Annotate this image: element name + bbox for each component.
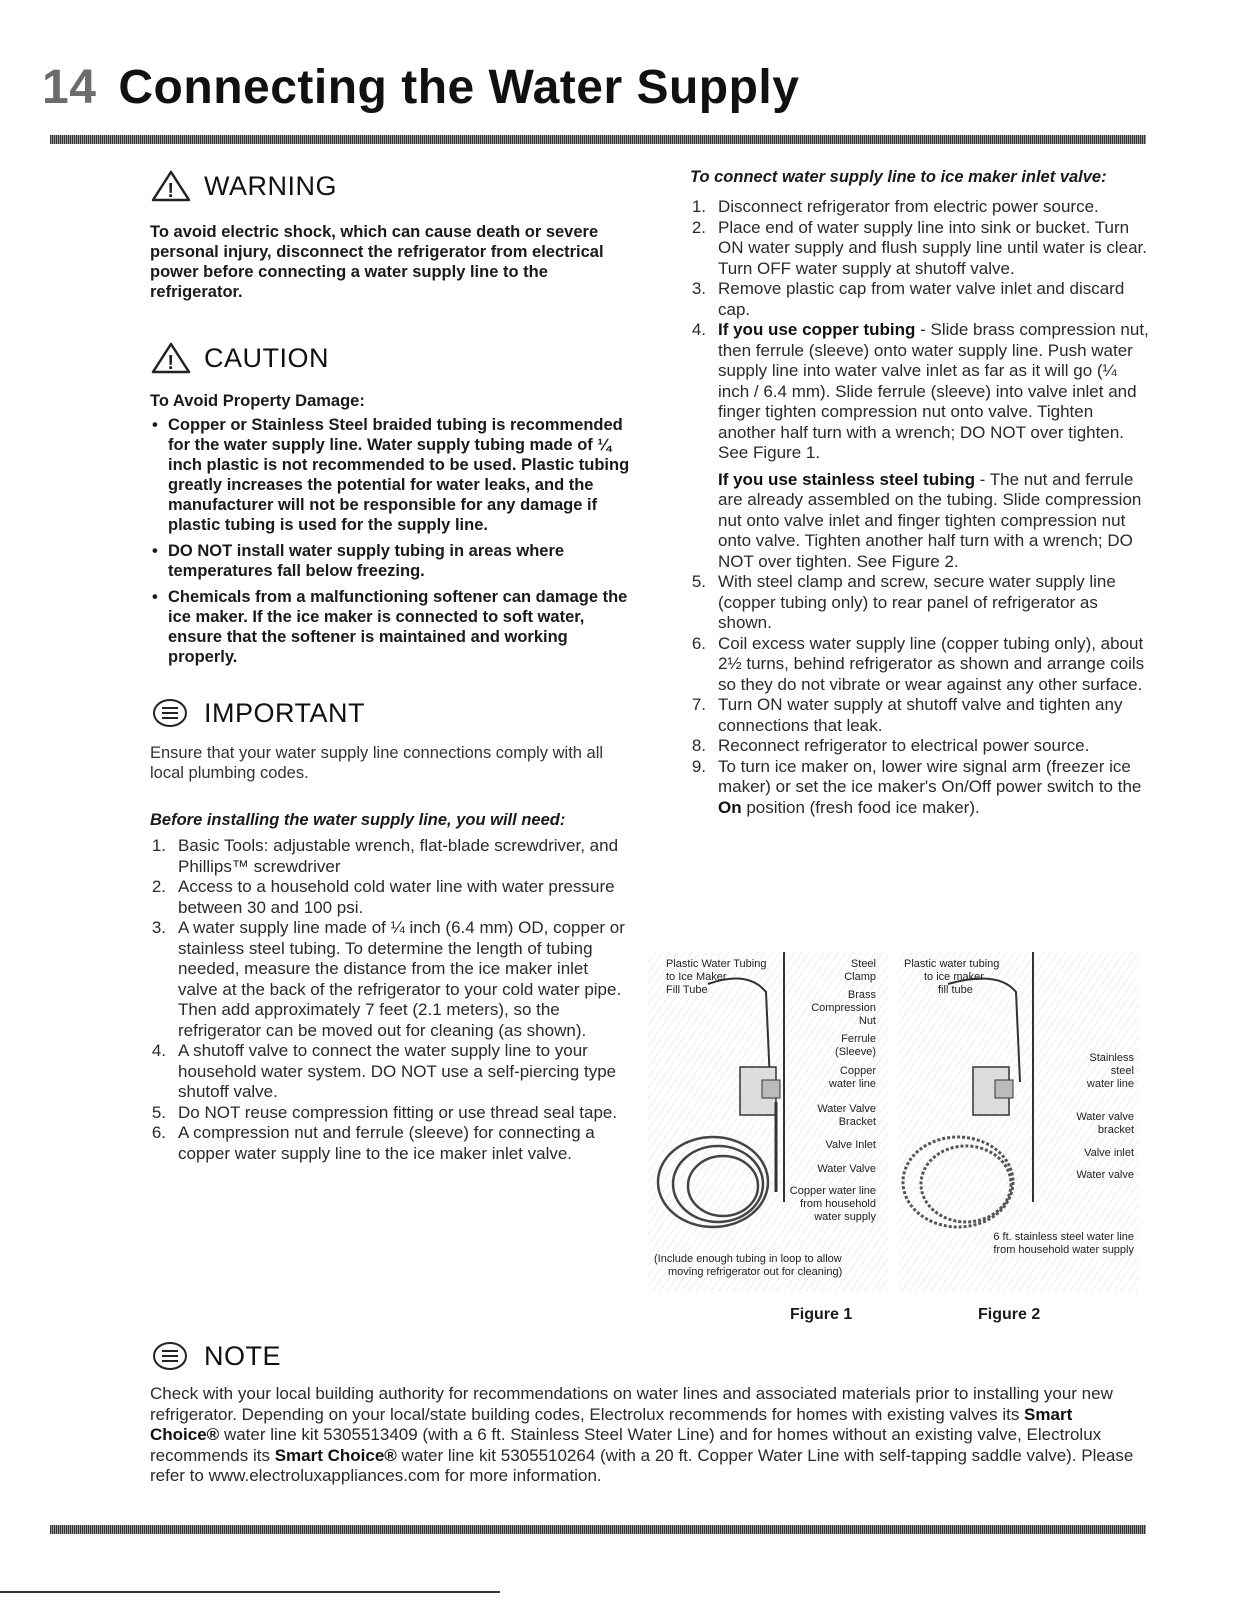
note-title: NOTE [204,1340,282,1371]
fig1-label: Ferrule [841,1033,876,1045]
fig2-label: 6 ft. stainless steel water line [993,1231,1134,1243]
fig1-label: Bracket [838,1116,876,1128]
caution-triangle-icon [150,342,192,374]
fig1-label: Water Valve [817,1103,876,1115]
footer-line [0,1591,500,1593]
connect-heading: To connect water supply line to ice maker inlet valve: [690,168,1107,186]
fig1-label: Nut [858,1015,876,1027]
fig1-label: Valve Inlet [825,1139,876,1151]
fig1-label: Fill Tube [666,984,708,996]
caution-heading [150,342,630,374]
list-item: 5. With steel clamp and screw, secure water supply line (copper tubing only) to rear panel of refrigerator as shown. [691,572,1116,632]
note-block [150,1340,1140,1487]
left-column [150,170,630,1164]
list-item: 3. A water supply line made of ¼ inch (6.4 mm) OD, copper or stainless steel tubing. To determine the length of tubing needed, measure the distance from the ice maker inlet valve at the back of the refrigerator to your cold water pipe. Then add approximately 7 feet (2.1 meters), so the refrigerator can be moved out for cleaning (as shown). [151,918,625,1040]
caution-subtitle: To Avoid Property Damage: [150,392,365,410]
page-title [42,60,799,115]
header-divider [50,135,1146,144]
svg-text:!: ! [167,352,175,374]
caution-item: • DO NOT install water supply tubing in areas where temperatures fall below freezing. [150,541,630,581]
page-title-text: Connecting the Water Supply [118,61,800,114]
warning-text: To avoid electric shock, which can cause death or severe personal injury, disconnect the refrigerator from electrical power before connecting a water supply line to the refrigerator. [150,223,604,301]
important-heading [150,697,630,729]
list-item: 2. Access to a household cold water line with water pressure between 30 and 100 psi. [151,877,615,917]
note-heading [150,1340,1140,1372]
list-item: 4. If you use copper tubing - Slide brass compression nut, then ferrule (sleeve) onto water supply line. Push water supply line into water valve inlet as far as it will go (¼ inch / 6.4 mm). Slide ferrule (sleeve) into valve inlet and finger tighten compression nut onto valve. Tighten another half turn with a wrench; DO NOT over tighten. See Figure 1. If you use stainless steel tubing - The nut and ferrule are already assembled on the tubing. Slide compression nut onto valve inlet and finger tighten compression nut onto valve. Tighten another half turn with a wrench; DO NOT over tighten. See Figure 2. [691,320,1149,571]
fig1-label: moving refrigerator out for cleaning) [668,1266,843,1278]
caution-item: • Chemicals from a malfunctioning softener can damage the ice maker. If the ice maker is connected to soft water, ensure that the softener is maintained and working properly. [150,587,630,667]
fig2-label: Stainless [1089,1052,1134,1064]
fig1-label: Copper water line [789,1185,876,1197]
before-heading: Before installing the water supply line, you will need: [150,811,566,829]
fig1-label: water line [828,1078,876,1090]
figure-2-caption: Figure 2 [978,1306,1041,1323]
svg-text:!: ! [167,180,175,202]
fig2-label: to ice maker [924,971,984,983]
warning-heading [150,170,630,202]
fig1-label: Water Valve [817,1163,876,1175]
fig1-label: (Include enough tubing in loop to allow [654,1253,842,1265]
caution-item: • Copper or Stainless Steel braided tubing is recommended for the water supply line. Water supply tubing made of ¼ inch plastic is not recommended to be used. Plastic tubing greatly increases the potential for water leaks, and the manufacturer will not be responsible for any damage if plastic tubing is used for the supply line. [150,415,630,535]
fig1-label: to Ice Maker [666,971,727,983]
fig2-label: bracket [1097,1124,1134,1136]
list-item: 5. Do NOT reuse compression fitting or use thread seal tape. [151,1102,618,1122]
fig1-label: Plastic Water Tubing [666,958,767,970]
note-text: Check with your local building authority for recommendations on water lines and associated materials prior to installing your new refrigerator. Depending on your local/state building codes, Electrolux recommends for homes with existing valves its Smart Choice® water line kit 5305513409 (with a 6 ft. Stainless Steel Water Line) and for homes without an existing valve, Electrolux recommends its Smart Choice® water line kit 5305510264 (with a 20 ft. Copper Water Line with self-tapping saddle valve). Please refer to www.electroluxappliances.com for more information. [150,1384,1134,1485]
warning-triangle-icon [150,170,192,202]
fig1-label: from household [800,1198,876,1210]
figure-1-caption: Figure 1 [790,1306,853,1323]
note-icon [150,1340,192,1372]
page-number: 14 [42,61,97,114]
fig1-label: Clamp [844,971,876,983]
list-item: 1. Basic Tools: adjustable wrench, flat-blade screwdriver, and Phillips™ screwdriver [151,836,619,876]
warning-title: WARNING [204,170,337,201]
installation-figures [648,952,1138,1292]
fig2-label: Water valve [1076,1169,1134,1181]
note-icon [150,697,192,729]
before-steps [150,836,630,1164]
fig1-label: Steel [850,958,876,970]
fig1-label: Compression [811,1002,876,1014]
fig2-label: fill tube [938,984,973,996]
list-item: 9. To turn ice maker on, lower wire signal arm (freezer ice maker) or set the ice maker's On/Off power switch to the On position (fresh food ice maker). [691,756,1142,817]
fig2-label: steel [1110,1065,1134,1077]
fig2-label: from household water supply [993,1244,1134,1256]
list-item: 1. Disconnect refrigerator from electric power source. [691,197,1099,216]
fig1-label: water supply [814,1211,876,1223]
connect-steps [690,197,1150,818]
caution-list [150,415,630,667]
list-item: 8. Reconnect refrigerator to electrical power source. [691,736,1090,755]
list-item: 6. A compression nut and ferrule (sleeve) for connecting a copper water supply line to the ice maker inlet valve. [151,1123,595,1163]
list-item: 7. Turn ON water supply at shutoff valve and tighten any connections that leak. [691,695,1123,735]
fig1-label: (Sleeve) [835,1046,876,1058]
list-item: 4. A shutoff valve to connect the water supply line to your household water system. DO NOT use a self-piercing type shutoff valve. [151,1041,617,1101]
fig1-label: Copper [839,1065,876,1077]
important-text: Ensure that your water supply line connections comply with all local plumbing codes. [150,744,604,782]
important-title: IMPORTANT [204,697,366,728]
fig2-label: Valve inlet [1084,1147,1134,1159]
fig2-label: Water valve [1076,1111,1134,1123]
fig1-label: Brass [847,989,876,1001]
right-column [690,168,1150,818]
fig2-label: Plastic water tubing [904,958,1000,970]
list-item: 2. Place end of water supply line into sink or bucket. Turn ON water supply and flush supply line until water is clear. Turn OFF water supply at shutoff valve. [691,217,1147,278]
fig2-label: water line [1086,1078,1134,1090]
caution-title: CAUTION [204,342,329,373]
footer-divider [50,1525,1146,1534]
list-item: 6. Coil excess water supply line (copper tubing only), about 2½ turns, behind refrigerator as shown and arrange coils so they do not vibrate or wear against any other surface. [691,633,1145,694]
list-item: 3. Remove plastic cap from water valve inlet and discard cap. [691,279,1125,319]
